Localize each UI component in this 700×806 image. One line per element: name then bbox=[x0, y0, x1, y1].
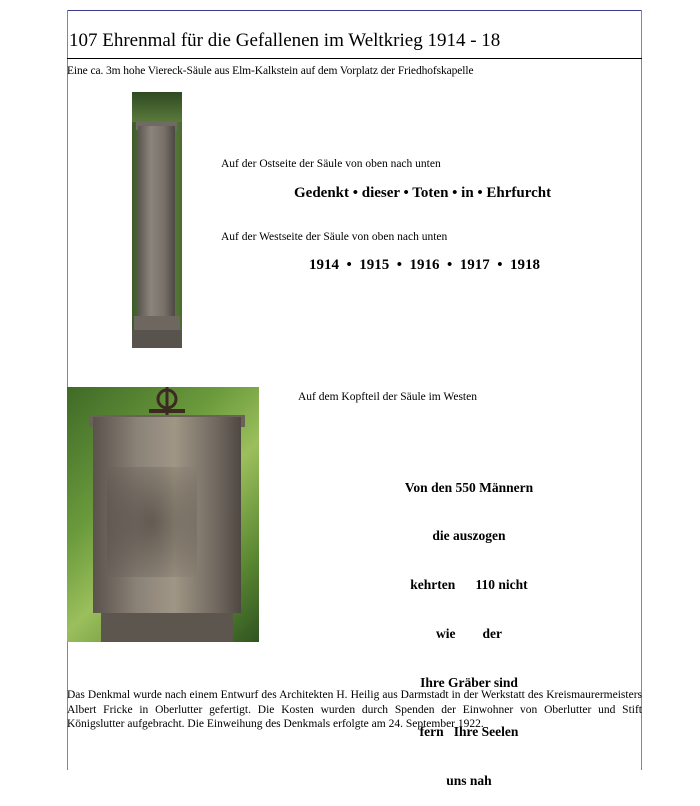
head-inscription-line: Von den 550 Männern bbox=[404, 479, 534, 495]
pillar-base bbox=[134, 316, 180, 330]
pillar-plinth bbox=[132, 330, 182, 348]
head-inscription bbox=[393, 447, 545, 806]
head-inscription-line: kehrten 110 nicht bbox=[410, 577, 528, 593]
head-inscription-line: wie der bbox=[436, 626, 502, 642]
pillar-photo bbox=[132, 92, 182, 348]
head-inscription-line: fern Ihre Seelen bbox=[419, 724, 519, 740]
west-side-inscription: 1914 • 1915 • 1916 • 1917 • 1918 bbox=[309, 257, 541, 273]
iron-cross-ornament bbox=[145, 387, 189, 417]
title-rule bbox=[67, 58, 642, 59]
pillar-foliage bbox=[132, 92, 182, 122]
west-side-label: Auf der Westseite der Säule von oben nach unten bbox=[221, 231, 448, 243]
head-inscription-line: Ihre Gräber sind bbox=[420, 675, 518, 691]
page-border-right bbox=[641, 10, 642, 770]
east-side-inscription: Gedenkt • dieser • Toten • in • Ehrfurcht bbox=[294, 185, 552, 201]
pillar-head-photo bbox=[67, 387, 259, 642]
pillar-shaft bbox=[138, 126, 175, 316]
description-paragraph: Das Denkmal wurde nach einem Entwurf des Architekten H. Heilig aus Darmstadt in der Werkstatt des Kreismaurermeisters Albert Fricke in Oberlutter gefertigt. Die Kosten wurden durch Spenden der Einwohner von Oberlutter und Stift Königslutter aufgebracht. Die Einweihung des Denkmals erfolgte am 24. September 1922. bbox=[67, 689, 642, 731]
head-stone-base bbox=[101, 613, 233, 642]
head-section-label: Auf dem Kopfteil der Säule im Westen bbox=[298, 391, 477, 403]
top-rule bbox=[67, 10, 642, 11]
page-title: 107 Ehrenmal für die Gefallenen im Weltkrieg 1914 - 18 bbox=[69, 30, 501, 51]
east-side-label: Auf der Ostseite der Säule von oben nach unten bbox=[221, 158, 441, 170]
head-inscription-line: die auszogen bbox=[432, 528, 506, 544]
head-inscription-line: uns nah bbox=[446, 772, 492, 788]
head-stone-shadow bbox=[107, 467, 197, 577]
page-subtitle: Eine ca. 3m hohe Viereck-Säule aus Elm-Kalkstein auf dem Vorplatz der Friedhofskapelle bbox=[67, 65, 474, 77]
